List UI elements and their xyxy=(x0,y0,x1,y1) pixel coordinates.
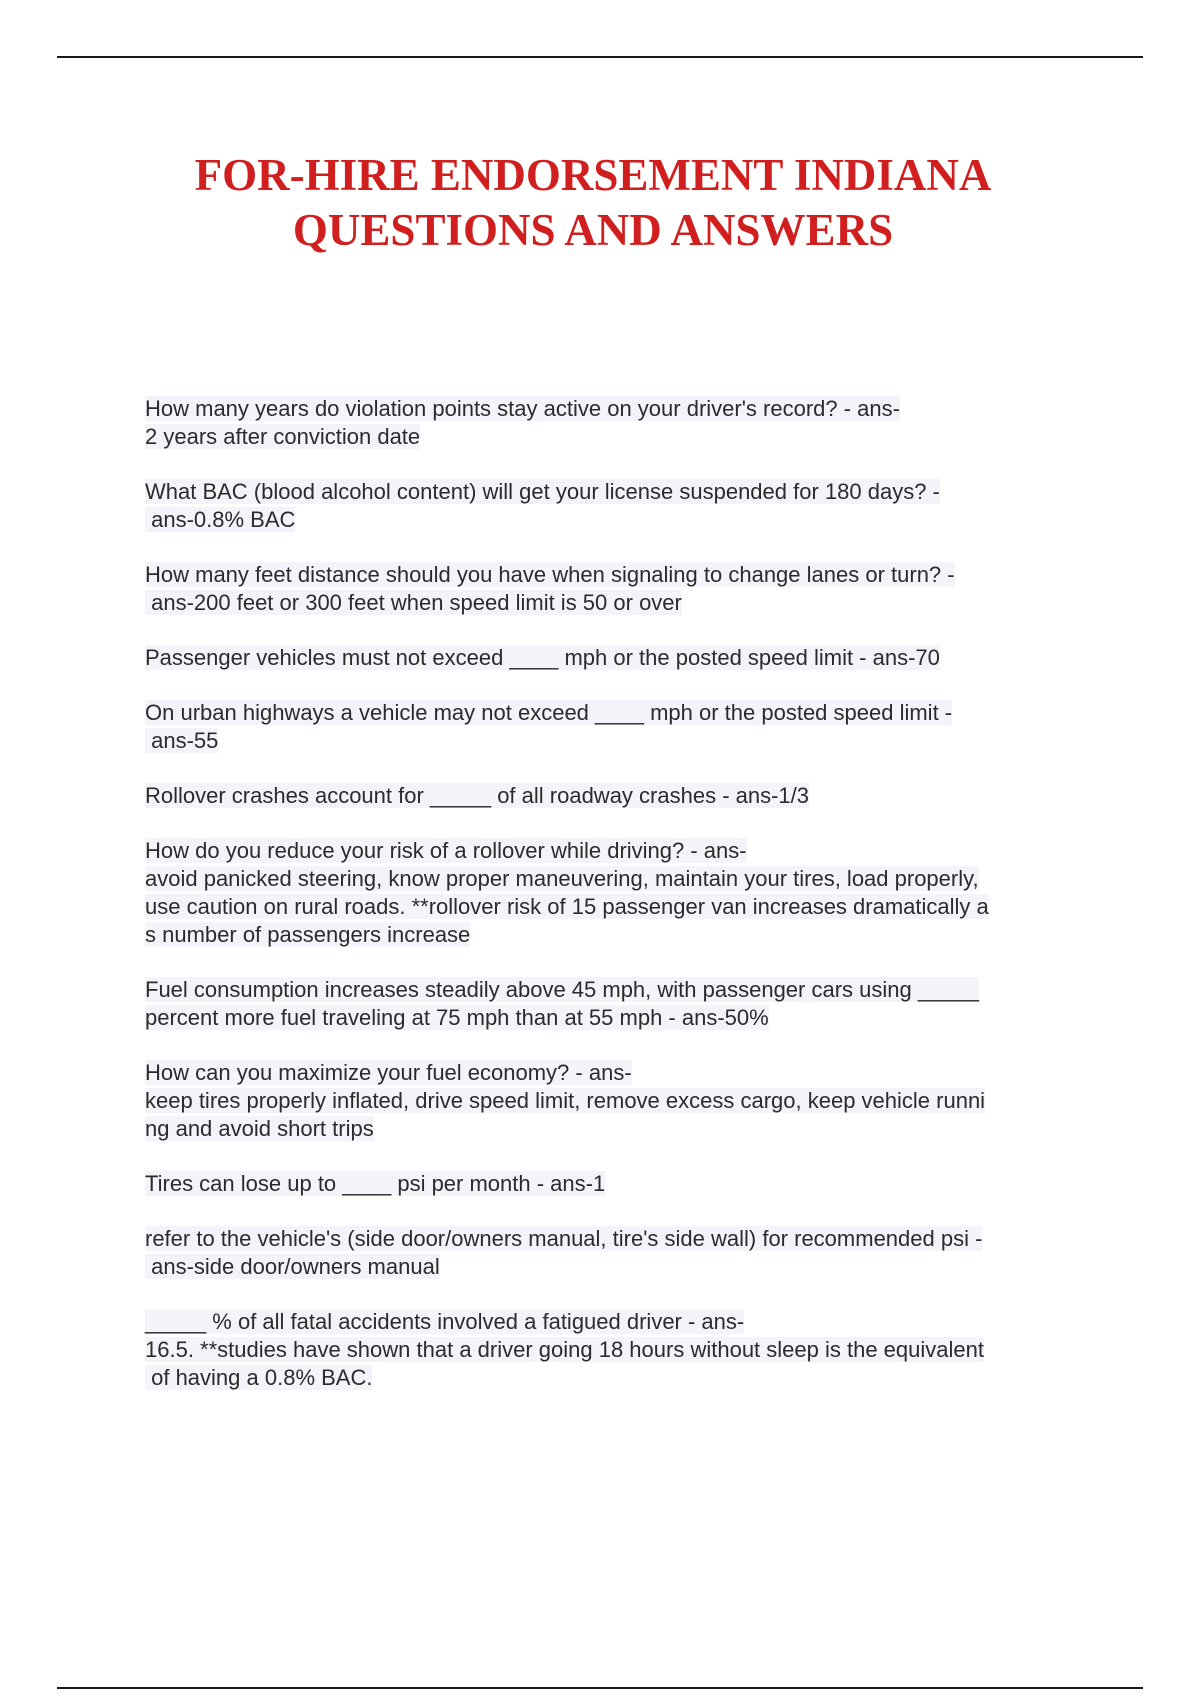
qa-line-text: How many years do violation points stay active on your driver's record? - ans- xyxy=(145,396,900,421)
qa-line xyxy=(145,921,1095,949)
qa-line xyxy=(145,1225,1095,1253)
qa-item xyxy=(145,976,1095,1032)
qa-line xyxy=(145,727,1095,755)
qa-item xyxy=(145,478,1095,534)
qa-line xyxy=(145,506,1095,534)
qa-line xyxy=(145,1087,1095,1115)
qa-line xyxy=(145,1059,1095,1087)
qa-item xyxy=(145,837,1095,949)
qa-line-text: keep tires properly inflated, drive speed limit, remove excess cargo, keep vehicle runni xyxy=(145,1088,986,1113)
qa-line xyxy=(145,976,1095,1004)
qa-line-text: refer to the vehicle's (side door/owners manual, tire's side wall) for recommended psi - xyxy=(145,1226,983,1251)
qa-line-text: 16.5. **studies have shown that a driver going 18 hours without sleep is the equivalent xyxy=(145,1337,984,1362)
qa-line-text: What BAC (blood alcohol content) will get your license suspended for 180 days? - xyxy=(145,479,940,504)
qa-line-text: Passenger vehicles must not exceed ____ mph or the posted speed limit - ans-70 xyxy=(145,645,940,670)
qa-line-text: ng and avoid short trips xyxy=(145,1116,374,1141)
qa-line-text: _____ % of all fatal accidents involved a fatigued driver - ans- xyxy=(145,1309,745,1334)
qa-line xyxy=(145,893,1095,921)
qa-line xyxy=(145,782,1095,810)
qa-line-text: How do you reduce your risk of a rollover while driving? - ans- xyxy=(145,838,747,863)
qa-item xyxy=(145,699,1095,755)
qa-line xyxy=(145,395,1095,423)
qa-line-text: Fuel consumption increases steadily above 45 mph, with passenger cars using _____ xyxy=(145,977,980,1002)
qa-line-text: How can you maximize your fuel economy? - ans- xyxy=(145,1060,632,1085)
qa-line xyxy=(145,478,1095,506)
qa-line-text: 2 years after conviction date xyxy=(145,424,421,449)
qa-item xyxy=(145,1059,1095,1143)
title-line-2: QUESTIONS AND ANSWERS xyxy=(292,205,894,255)
qa-line xyxy=(145,423,1095,451)
qa-item xyxy=(145,1225,1095,1281)
qa-list xyxy=(145,395,1095,1419)
qa-line-text: ans-0.8% BAC xyxy=(145,507,296,532)
qa-line-text: ans-200 feet or 300 feet when speed limit is 50 or over xyxy=(145,590,682,615)
qa-line-text: avoid panicked steering, know proper maneuvering, maintain your tires, load properly, xyxy=(145,866,979,891)
qa-line xyxy=(145,837,1095,865)
qa-line-text: of having a 0.8% BAC. xyxy=(145,1365,373,1390)
qa-line-text: How many feet distance should you have when signaling to change lanes or turn? - xyxy=(145,562,955,587)
qa-line xyxy=(145,644,1095,672)
qa-item xyxy=(145,1308,1095,1392)
qa-line xyxy=(145,865,1095,893)
qa-line xyxy=(145,699,1095,727)
qa-line xyxy=(145,561,1095,589)
qa-item xyxy=(145,1170,1095,1198)
qa-line xyxy=(145,1364,1095,1392)
qa-line-text: Tires can lose up to ____ psi per month - ans-1 xyxy=(145,1171,606,1196)
qa-line-text: Rollover crashes account for _____ of all roadway crashes - ans-1/3 xyxy=(145,783,810,808)
qa-line-text: ans-55 xyxy=(145,728,219,753)
top-rule xyxy=(57,56,1143,58)
qa-line-text: percent more fuel traveling at 75 mph than at 55 mph - ans-50% xyxy=(145,1005,769,1030)
qa-line-text: On urban highways a vehicle may not exceed ____ mph or the posted speed limit - xyxy=(145,700,953,725)
qa-item xyxy=(145,644,1095,672)
qa-line xyxy=(145,1253,1095,1281)
qa-item xyxy=(145,395,1095,451)
qa-line xyxy=(145,1115,1095,1143)
qa-line-text: use caution on rural roads. **rollover risk of 15 passenger van increases dramatically a xyxy=(145,894,989,919)
qa-line xyxy=(145,589,1095,617)
qa-line xyxy=(145,1308,1095,1336)
qa-item xyxy=(145,782,1095,810)
qa-line xyxy=(145,1004,1095,1032)
qa-item xyxy=(145,561,1095,617)
document-title xyxy=(0,148,1186,258)
qa-line xyxy=(145,1170,1095,1198)
qa-line-text: ans-side door/owners manual xyxy=(145,1254,440,1279)
qa-line xyxy=(145,1336,1095,1364)
title-line-1: FOR-HIRE ENDORSEMENT INDIANA xyxy=(194,150,992,200)
bottom-rule xyxy=(57,1687,1143,1689)
qa-line-text: s number of passengers increase xyxy=(145,922,471,947)
